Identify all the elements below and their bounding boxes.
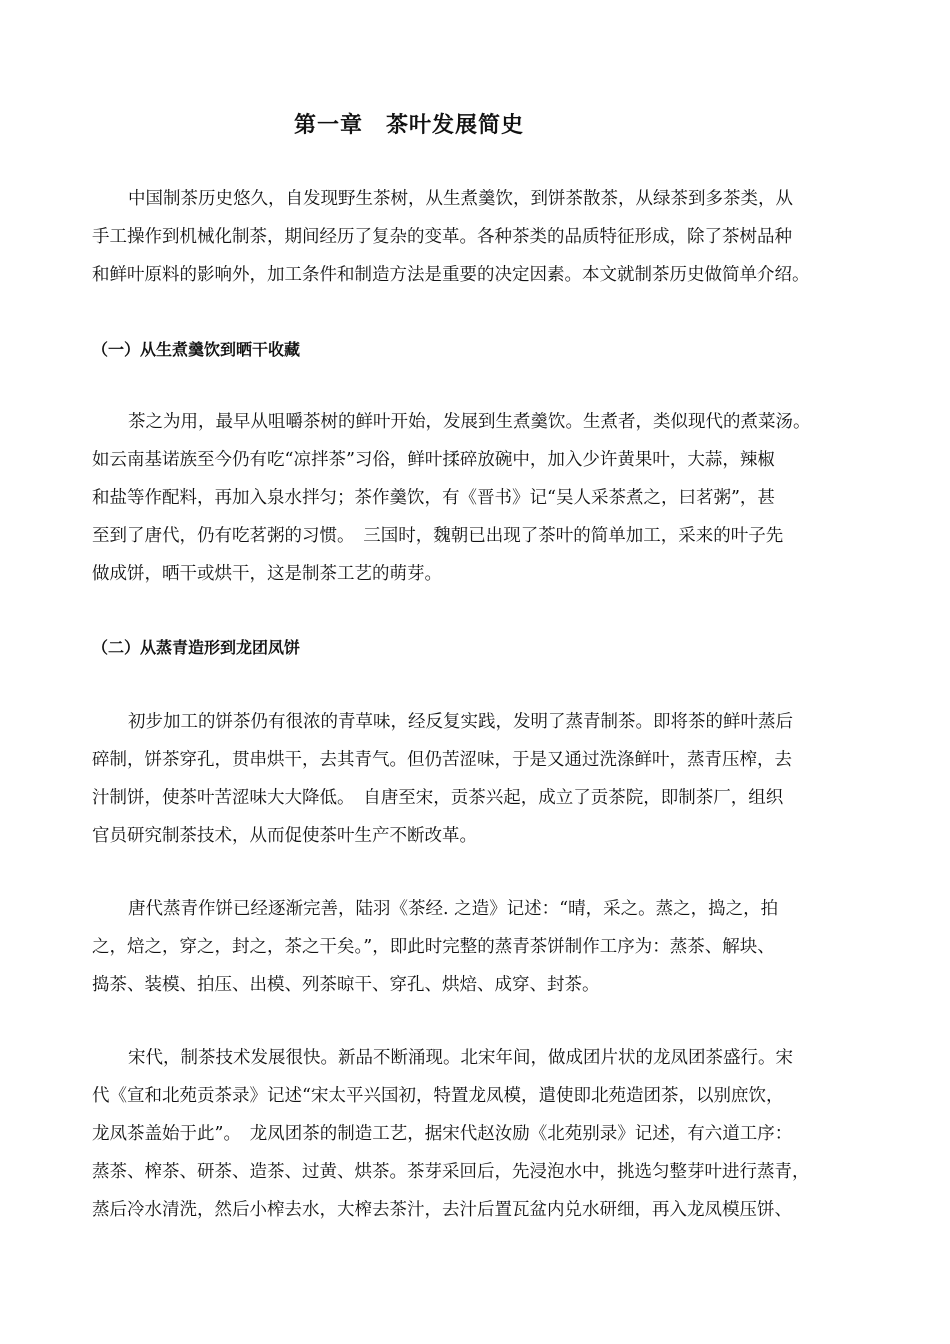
text-line: 宋代，制茶技术发展很快。新品不断涌现。北宋年间，做成团片状的龙凤团茶盛行。宋 [128,1048,793,1068]
section2-paragraph-3 [92,1039,872,1229]
text-line: 蒸后冷水清洗，然后小榨去水，大榨去茶汁，去汁后置瓦盆内兑水研细，再入龙凤模压饼、 [92,1200,792,1220]
text-line: 手工操作到机械化制茶，期间经历了复杂的变革。各种茶类的品质特征形成，除了茶树品种 [92,227,792,247]
text-line: 茶之为用，最早从咀嚼茶树的鲜叶开始，发展到生煮羹饮。生煮者，类似现代的煮菜汤。 [128,412,811,432]
chapter-title: 第一章 茶叶发展简史 [293,113,524,138]
text-line: 之，焙之，穿之，封之，茶之干矣。”，即此时完整的蒸青茶饼制作工序为：蒸茶、解块、 [92,937,775,957]
text-line: 捣茶、装模、拍压、出模、列茶晾干、穿孔、烘焙、成穿、封茶。 [92,975,600,995]
text-line: 中国制茶历史悠久，自发现野生茶树，从生煮羹饮，到饼茶散茶，从绿茶到多茶类，从 [128,189,793,209]
text-line: 碎制，饼茶穿孔，贯串烘干，去其青气。但仍苦涩味，于是又通过洗涤鲜叶，蒸青压榨，去 [92,750,792,770]
text-line: 汁制饼，使茶叶苦涩味大大降低。 自唐至宋，贡茶兴起，成立了贡茶院，即制茶厂，组织 [92,788,784,808]
text-line: 代《宣和北苑贡茶录》记述“宋太平兴国初，特置龙凤模，遣使即北苑造团茶，以别庶饮， [92,1086,784,1106]
section1-paragraph [92,403,872,593]
text-line: 做成饼，晒干或烘干，这是制茶工艺的萌芽。 [92,564,442,584]
text-line: 龙凤茶盖始于此”。 龙凤团茶的制造工艺，据宋代赵汝励《北苑别录》记述，有六道工序： [92,1124,793,1144]
text-line: 初步加工的饼茶仍有很浓的青草味，经反复实践，发明了蒸青制茶。即将茶的鲜叶蒸后 [128,712,793,732]
text-line: 如云南基诺族至今仍有吃“凉拌茶”习俗，鲜叶揉碎放碗中，加入少许黄果叶，大蒜，辣椒 [92,450,775,470]
text-line: 蒸茶、榨茶、研茶、造茶、过黄、烘茶。茶芽采回后，先浸泡水中，挑选匀整芽叶进行蒸青， [92,1162,810,1182]
intro-paragraph [92,180,872,294]
text-line: 唐代蒸青作饼已经逐渐完善，陆羽《茶经. 之造》记述：“晴，采之。蒸之，捣之，拍 [128,899,779,919]
section2-paragraph-2 [92,890,872,1004]
text-line: 和盐等作配料，再加入泉水拌匀；茶作羹饮，有《晋书》记“吴人采茶煮之，曰茗粥”，甚 [92,488,775,508]
section2-paragraph-1 [92,703,872,855]
text-line: 官员研究制茶技术，从而促使茶叶生产不断改革。 [92,826,477,846]
text-line: 至到了唐代，仍有吃茗粥的习惯。 三国时，魏朝已出现了茶叶的简单加工，采来的叶子先 [92,526,784,546]
text-line: 和鲜叶原料的影响外，加工条件和制造方法是重要的决定因素。本文就制茶历史做简单介绍。 [92,265,810,285]
section-heading-1: （一）从生煮羹饮到晒干收藏 [92,340,301,359]
section-heading-2: （二）从蒸青造形到龙团凤饼 [92,638,301,657]
